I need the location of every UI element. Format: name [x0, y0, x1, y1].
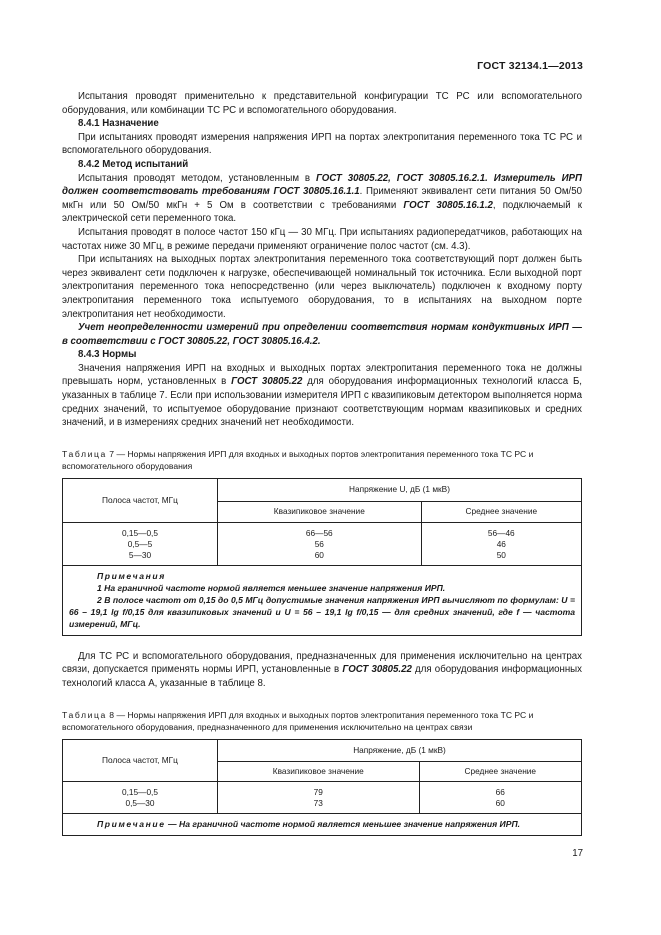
- table-word: Таблица: [62, 448, 107, 459]
- header-voltage: Напряжение U, дБ (1 мкВ): [218, 478, 582, 501]
- cell-value: 0,5—5: [127, 538, 153, 549]
- page-number: 17: [572, 848, 583, 859]
- cell-value: 66: [495, 786, 505, 797]
- text-run: , подключаемый к электрической сети переменного тока.: [62, 199, 583, 225]
- header-quasi-peak: Квазипиковое значение: [218, 761, 420, 781]
- text-run: . Применяют эквивалент сети питания 50 Ом/50 мкГн или 50 Ом/50 мкГн + 5 Ом в соответствии с требованиями: [62, 186, 583, 211]
- paragraph-communication-centers: [62, 650, 582, 691]
- quasi-peak-cell: [218, 522, 422, 565]
- table-7-data-row: [63, 522, 582, 565]
- frequency-cell: [63, 781, 218, 813]
- table-8: [62, 739, 582, 836]
- standard-reference: ГОСТ 30805.22: [342, 664, 412, 676]
- cell-value: 0,15—0,5: [122, 786, 158, 797]
- section-8-4-3-text: [62, 362, 582, 430]
- paragraph-frequency-band: Испытания проводят в полосе частот 150 кГц — 30 МГц. При испытаниях радиопередатчиков, работающих на частотах ниже 30 МГц, в режиме передачи применяют ограничение полос частот (см. 4.3).: [62, 226, 582, 252]
- cell-value: 50: [496, 549, 506, 560]
- text-run: для оборудования информационных технологий класса А, указанные в таблице 8.: [62, 664, 582, 690]
- header-average: Среднее значение: [419, 761, 581, 781]
- header-quasi-peak: Квазипиковое значение: [218, 501, 422, 522]
- caption-text: 8 — Нормы напряжения ИРП для входных и выходных портов электропитания переменного тока ТС РС и вспомогательного оборудования, предназначенного для применения исключительно на центрах связи: [62, 709, 534, 732]
- cell-value: 60: [314, 549, 324, 560]
- table-8-data-row: [63, 781, 582, 813]
- table-7: [62, 478, 582, 636]
- table-word: Таблица: [62, 709, 107, 720]
- note-2: 2 В полосе частот от 0,15 до 0,5 МГц допустимые значения напряжения ИРП вычисляют по формулам: U = 66 – 19,1 lg f/0,15 для квазипиковых значений и U = 56 – 19,1 lg f/0,15 — для средних значений, где f — частота измерений, МГц.: [69, 594, 575, 629]
- notes-title: Примечания: [97, 570, 166, 581]
- standard-reference: ГОСТ 30805.22, ГОСТ 30805.16.2.1. Измеритель ИРП должен соответствовать требованиям ГОСТ 30805.16.1.1: [62, 172, 582, 198]
- section-8-4-2-text: [62, 172, 582, 226]
- table-7-notes: [63, 565, 582, 635]
- header-voltage: Напряжение, дБ (1 мкВ): [218, 739, 582, 761]
- text-run: Испытания проводят методом, установленным в: [78, 172, 316, 184]
- note-title: Примечание: [97, 818, 166, 829]
- note-text: — На граничной частоте нормой является меньшее значение напряжения ИРП.: [165, 818, 521, 829]
- document-header: ГОСТ 32134.1—2013: [477, 60, 583, 72]
- paragraph-configuration: Испытания проводят применительно к представительной конфигурации ТС РС или вспомогательного оборудования, или комбинации ТС РС и вспомогательного оборудования.: [62, 91, 582, 116]
- caption-text: 7 — Нормы напряжения ИРП для входных и выходных портов электропитания переменного тока ТС РС и вспомогательного оборудования: [62, 448, 534, 471]
- text-run: Для ТС РС и вспомогательного оборудования, предназначенных для применения исключительно на центрах связи, допускается применять нормы ИРП, установленные в: [62, 650, 582, 676]
- paragraph-output-ports: При испытаниях на выходных портах электропитания переменного тока соответствующий порт должен быть через эквивалент сети подключен к нагрузке, обеспечивающей номинальный ток источника. Если выходной порт электропитания переменного тока непосредственно (или через выключатель) подключен к входному порту электропитания переменного тока испытуемого оборудования, то в испытаниях на выходном порте электропитания нет необходимости.: [62, 254, 582, 320]
- section-8-4-3-title: 8.4.3 Нормы: [78, 349, 137, 361]
- table-8-caption: [62, 709, 582, 733]
- average-cell: [419, 781, 581, 813]
- section-8-4-1-title: 8.4.1 Назначение: [78, 118, 159, 130]
- cell-value: 66—56: [305, 527, 333, 538]
- standard-reference: ГОСТ 30805.16.1.2: [403, 199, 493, 211]
- cell-value: 5—30: [128, 549, 152, 560]
- average-cell: [421, 522, 581, 565]
- header-frequency: Полоса частот, МГц: [63, 478, 218, 522]
- table-8-note: [63, 813, 582, 835]
- section-8-4-1-text: При испытаниях проводят измерения напряжения ИРП на портах электропитания переменного тока ТС РС и вспомогательного оборудования.: [62, 131, 582, 157]
- cell-value: 0,15—0,5: [122, 527, 158, 538]
- cell-value: 56—46: [487, 527, 515, 538]
- quasi-peak-cell: [218, 781, 420, 813]
- standard-reference: ГОСТ 30805.22: [231, 376, 303, 388]
- text-run: Значения напряжения ИРП на входных и выходных портах электропитания переменного тока не должны превышать норм, установленных в: [62, 362, 582, 388]
- header-average: Среднее значение: [421, 501, 581, 522]
- cell-value: 56: [314, 538, 324, 549]
- frequency-cell: [63, 522, 218, 565]
- cell-value: 79: [313, 786, 323, 797]
- cell-value: 46: [496, 538, 506, 549]
- section-8-4-2-title: 8.4.2 Метод испытаний: [78, 158, 189, 170]
- paragraph-uncertainty: Учет неопределенности измерений при определении соответствия нормам кондуктивных ИРП — в соответствии с ГОСТ 30805.22, ГОСТ 30805.16.4.2.: [62, 322, 582, 347]
- cell-value: 60: [495, 797, 505, 808]
- cell-value: 73: [313, 797, 323, 808]
- header-frequency: Полоса частот, МГц: [63, 739, 218, 781]
- table-7-caption: [62, 448, 582, 472]
- page-body: [62, 90, 582, 836]
- text-run: для оборудования информационных технологий класса Б, указанных в таблице 7. Если при использовании измерителя ИРП с квазипиковым детектором выполняется норма средних значений, то испытуемое оборудование признают соответствующим нормам квазипиковых и средних значений, и в измерениях средних значений нет необходимости.: [62, 376, 582, 429]
- cell-value: 0,5—30: [125, 797, 155, 808]
- note-1: 1 На граничной частоте нормой является меньшее значение напряжения ИРП.: [97, 582, 446, 593]
